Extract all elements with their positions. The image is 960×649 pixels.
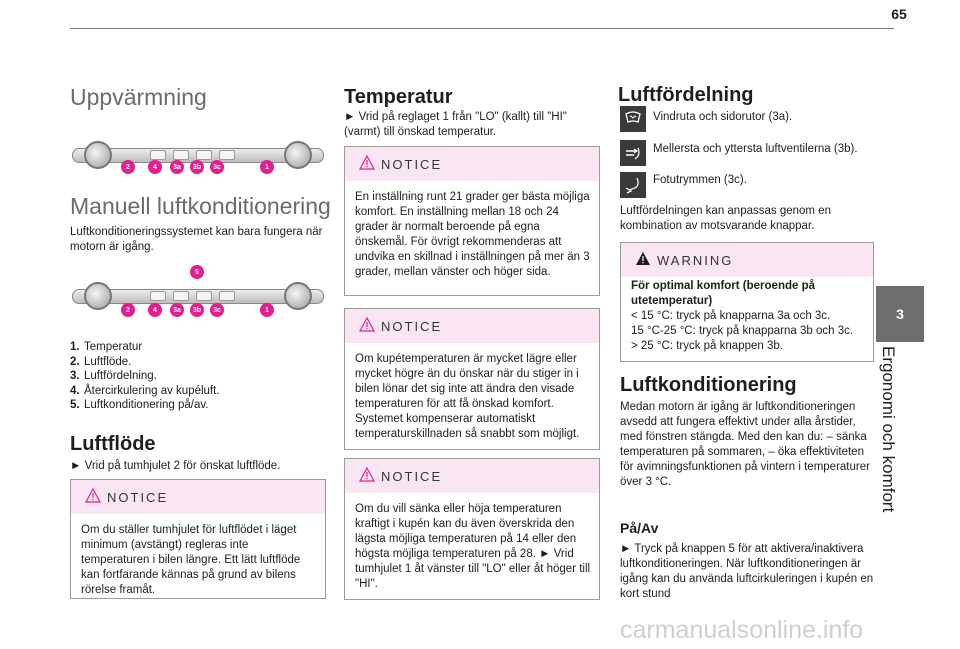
panel-button (196, 150, 212, 160)
callout-marker: 3b (190, 160, 204, 174)
callout-marker: 1 (260, 160, 274, 174)
windscreen-icon (620, 106, 646, 132)
panel-button (196, 291, 212, 301)
temperature-text: ► Vrid på reglaget 1 från "LO" (kallt) till "HI" (varmt) till önskad temperatur. (344, 111, 567, 138)
on-off-text: ► Tryck på knappen 5 för att aktivera/inaktivera luftkonditioneringen. När luftkonditioneringen är igång kan du använda luftcirkuleringen i kupén en kort stund (620, 543, 874, 600)
heading-manual-ac: Manuell luftkonditionering (70, 193, 331, 219)
notice-text: Om du ställer tumhjulet för luftflödet i läget minimum (avstängt) regleras inte temperaturen i bilen längre. Ett lätt luftflöde kan fortfarande kännas på grund av bilens rörelse framåt. (81, 524, 301, 597)
warning-triangle-icon (635, 251, 651, 266)
right-knob (284, 141, 312, 169)
panel-button (173, 150, 189, 160)
heading-heating: Uppvärmning (70, 84, 207, 110)
legend-list (70, 340, 326, 413)
control-panel-diagram-2 (70, 265, 326, 323)
callout-marker: 5 (190, 265, 204, 279)
footwell-icon (620, 172, 646, 198)
notice-text: En inställning runt 21 grader ger bästa möjliga komfort. En inställning mellan 18 och 24 grader är normalt beroende på egna önskemål. För övrigt rekommenderas att undvika en skillnad i inställningen på mer än 3 grader, mellan vänster och höger sida. (355, 191, 590, 279)
heading-airflow: Luftflöde (70, 433, 156, 455)
list-item: 5. Luftkonditionering på/av. (70, 399, 209, 411)
header-rule (70, 28, 894, 29)
notice-title: NOTICE (381, 157, 443, 172)
notice-title: NOTICE (381, 319, 443, 334)
list-item: 3. Luftfördelning. (70, 370, 157, 382)
warning-box (620, 242, 874, 362)
callout-marker: 3a (170, 160, 184, 174)
warning-triangle-icon (85, 488, 101, 503)
panel-button (173, 291, 189, 301)
notice-text: Om du vill sänka eller höja temperaturen kraftigt i kupén kan du även överskrida den lägsta möjliga temperaturen på 14 eller den högsta möjliga temperaturen på 28. ► Vrid tumhjulet 1 åt vänster till "LO" eller åt höger till "HI". (355, 503, 591, 591)
callout-marker: 3c (210, 303, 224, 317)
callout-marker: 2 (121, 303, 135, 317)
warning-title: WARNING (657, 253, 734, 268)
notice-title: NOTICE (381, 469, 443, 484)
distribution-text: Luftfördelningen kan anpassas genom en kombination av motsvarande knappar. (620, 205, 831, 232)
warning-line: < 15 °C: tryck på knapparna 3a och 3c. (631, 310, 831, 323)
list-item: 2. Luftflöde. (70, 355, 132, 368)
warning-body (631, 279, 865, 354)
watermark: carmanualsonline.info (620, 616, 864, 644)
page-number: 65 (891, 6, 907, 22)
left-knob (84, 141, 112, 169)
heading-air-distribution: Luftfördelning (618, 84, 754, 106)
heading-temperature: Temperatur (344, 86, 453, 108)
notice-box (344, 458, 600, 600)
notice-box (344, 308, 600, 450)
distribution-item-text: Vindruta och sidorutor (3a). (653, 111, 793, 123)
right-knob (284, 282, 312, 310)
control-panel-diagram-1 (70, 130, 326, 180)
warning-line: > 25 °C: tryck på knappen 3b. (631, 340, 783, 353)
heading-air-conditioning: Luftkonditionering (620, 374, 797, 396)
callout-marker: 3b (190, 303, 204, 317)
heading-on-off: På/Av (620, 520, 659, 536)
callout-marker: 2 (121, 160, 135, 174)
callout-marker: 3a (170, 303, 184, 317)
notice-title: NOTICE (107, 490, 169, 505)
panel-button (150, 150, 166, 160)
face-vents-icon (620, 140, 646, 166)
panel-button (150, 291, 166, 301)
chapter-title: Ergonomi och komfort (879, 346, 898, 513)
callout-marker: 1 (260, 303, 274, 317)
warning-triangle-icon (359, 155, 375, 170)
distribution-item-text: Mellersta och yttersta luftventilerna (3b). (653, 143, 858, 155)
intro-text: Luftkonditioneringssystemet kan bara fungera när motorn är igång. (70, 226, 323, 253)
warning-triangle-icon (359, 467, 375, 482)
warning-heading: För optimal komfort (beroende på utetemperatur) (631, 280, 816, 308)
list-item: 4. Återcirkulering av kupéluft. (70, 384, 220, 397)
left-knob (84, 282, 112, 310)
panel-button (219, 150, 235, 160)
ac-text: Medan motorn är igång är luftkonditioneringen avsedd att fungera effektivt under alla årstider, med fönstren stängda. Med den kan du: – sänka temperaturen på sommaren, – öka effektiviteten för avimningsfunktionen på vintern i temperaturer över 3 °C. (620, 401, 870, 488)
distribution-item-text: Fotutrymmen (3c). (653, 174, 747, 186)
chapter-number-tab[interactable]: 3 (876, 286, 924, 342)
warning-triangle-icon (359, 317, 375, 332)
notice-box (70, 479, 326, 599)
notice-box (344, 146, 600, 296)
airflow-text: ► Vrid på tumhjulet 2 för önskat luftflöde. (70, 460, 281, 472)
callout-marker: 3c (210, 160, 224, 174)
callout-marker: 4 (148, 160, 162, 174)
warning-line: 15 °C-25 °C: tryck på knapparna 3b och 3c. (631, 325, 854, 338)
callout-marker: 4 (148, 303, 162, 317)
list-item: 1. Temperatur (70, 341, 143, 353)
notice-text: Om kupétemperaturen är mycket lägre eller mycket högre än du önskar när du stiger in i bilen lönar det sig inte att ändra den visade temperaturen för att få önskad komfort. Systemet kompenserar automatiskt temperaturskillnaden så snabbt som möjligt. (355, 353, 580, 441)
panel-button (219, 291, 235, 301)
